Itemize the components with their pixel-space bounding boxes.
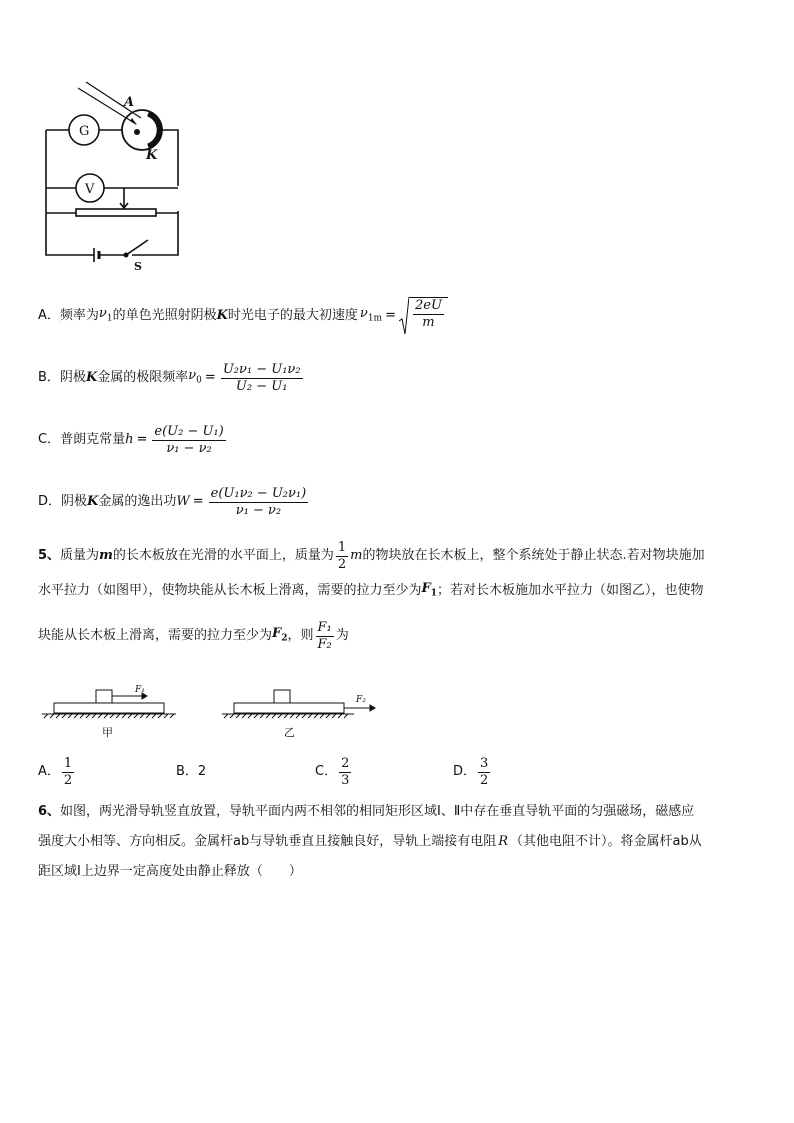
numerator: 2 [341, 755, 350, 771]
var-f1 [422, 579, 438, 604]
numerator: e(U₂ − U₁) [154, 423, 224, 439]
question-text: 如图，两光滑导轨竖直放置，导轨平面内两不相邻的相同矩形区域Ⅰ、Ⅱ中存在垂直导轨平面的匀强磁场，磁感应 [60, 804, 695, 819]
equals-sign: = [385, 308, 396, 323]
numerator: U₂ν₁ − U₁ν₂ [222, 361, 301, 377]
label-V: V [85, 182, 95, 197]
numerator: 2eU [414, 298, 442, 313]
denominator: F₂ [317, 636, 332, 652]
equals-sign: = [136, 432, 148, 447]
var-k: K [87, 494, 99, 509]
equals-sign: = [192, 494, 204, 509]
option-letter: A． [38, 764, 60, 779]
sub: 2 [281, 633, 288, 644]
var-m: m [99, 548, 113, 563]
question-text: 块能从长木板上滑离，需要的拉力至少为 [38, 628, 273, 643]
option-text: 频率为 [59, 308, 99, 323]
question-text: 质量为 [60, 548, 100, 563]
var-k: K [85, 370, 98, 385]
numerator: 1 [337, 539, 347, 555]
option-letter: A． [38, 308, 60, 323]
option-text: 的单色光照射阴极 [112, 308, 217, 323]
label-A: A [124, 95, 135, 110]
option-letter: C． [315, 764, 338, 779]
var-m: m [350, 548, 363, 563]
question-text: 距区域Ⅰ上边界一定高度处由静止释放（ ） [38, 864, 302, 879]
option-text: 阴极 [59, 370, 86, 385]
sqrt-expression [399, 297, 448, 335]
numerator: 1 [63, 755, 73, 771]
question-text: 水平拉力（如图甲），使物块能从长木板上滑离，需要的拉力至少为 [38, 583, 422, 598]
denominator: ν₁ − ν₂ [235, 502, 282, 518]
option-text: 普朗克常量 [60, 432, 126, 447]
denominator: ν₁ − ν₂ [166, 440, 212, 456]
q5-option-d [453, 752, 492, 792]
q4-option-b [38, 358, 305, 398]
label-K: K [146, 148, 158, 163]
numerator: F₁ [317, 619, 332, 635]
q5-option-a [38, 752, 76, 792]
numerator: e(U₁ν₂ − U₂ν₁) [210, 485, 307, 501]
question-text: （其他电阻不计）。将金属杆ab从 [510, 834, 702, 849]
sub: 1 [106, 313, 113, 324]
label-G: G [79, 124, 90, 139]
lhs-var [188, 366, 202, 391]
sub: 0 [196, 375, 202, 386]
fig-label-f1: F₁ [135, 685, 145, 695]
denominator: 2 [63, 772, 73, 788]
fig-label-jia: 甲 [102, 726, 113, 739]
var: ν [359, 305, 368, 321]
fig-label-yi: 乙 [284, 726, 295, 739]
option-letter: D． [38, 494, 62, 509]
q6-line-1 [38, 802, 694, 822]
q4-option-d [38, 482, 310, 522]
var: F [272, 625, 282, 641]
option-letter: C． [38, 432, 61, 447]
q6-line-3 [38, 862, 302, 882]
switch-pivot [124, 253, 129, 258]
fig-label-f2: F₂ [356, 695, 366, 705]
lhs-var: W [176, 494, 190, 509]
var: ν [98, 305, 107, 321]
var: F [421, 580, 431, 596]
question-text: 为 [335, 628, 349, 643]
denominator: m [422, 315, 435, 330]
var-r: R [498, 834, 509, 849]
option-text: 阴极 [61, 494, 88, 509]
denominator: 3 [341, 772, 350, 788]
lhs-var: h [125, 432, 134, 447]
numerator: 3 [480, 755, 489, 771]
question-text: 强度大小相等、方向相反。金属杆ab与导轨垂直且接触良好，导轨上端接有电阻 [38, 834, 497, 849]
option-text: 金属的逸出功 [98, 494, 177, 509]
question-number: 6、 [38, 804, 61, 819]
option-text: 时光电子的最大初速度 [227, 308, 358, 323]
q4-option-c [38, 420, 228, 460]
question-number: 5、 [38, 548, 61, 563]
q5-option-b [176, 752, 206, 792]
question-text: ；若对长木板施加水平拉力（如图乙），也使物 [437, 583, 704, 598]
denominator: 2 [337, 556, 347, 572]
q5-line-1 [38, 536, 705, 576]
option-value: 2 [197, 764, 207, 779]
q5-line-2 [38, 581, 704, 601]
sub: 1m [367, 313, 383, 324]
question-text: 的物块放在长木板上，整个系统处于静止状态.若对物块施加 [362, 548, 705, 563]
option-text: 金属的极限频率 [97, 370, 189, 385]
equals-sign: = [204, 370, 216, 385]
q6-line-2 [38, 832, 702, 852]
question-text: 的长木板放在光滑的水平面上，质量为 [112, 548, 334, 563]
option-letter: D． [453, 764, 477, 779]
photoelectric-circuit-figure [36, 80, 186, 270]
var-k: K [216, 308, 228, 323]
sqrt-icon [399, 297, 409, 335]
q4-option-a [38, 296, 448, 336]
q5-line-3 [38, 616, 349, 656]
denominator: U₂ − U₁ [235, 378, 288, 394]
var: ν [188, 367, 197, 383]
label-S: S [134, 260, 142, 270]
option-letter: B． [38, 370, 60, 385]
var-nu [99, 304, 113, 329]
board-block-figures [38, 680, 388, 740]
lhs-var [360, 304, 382, 329]
sub: 1 [430, 588, 438, 599]
var-f2 [272, 624, 288, 649]
denominator: 2 [480, 772, 489, 788]
option-letter: B． [176, 764, 198, 779]
question-text: ，则 [287, 628, 314, 643]
q5-option-c [315, 752, 353, 792]
